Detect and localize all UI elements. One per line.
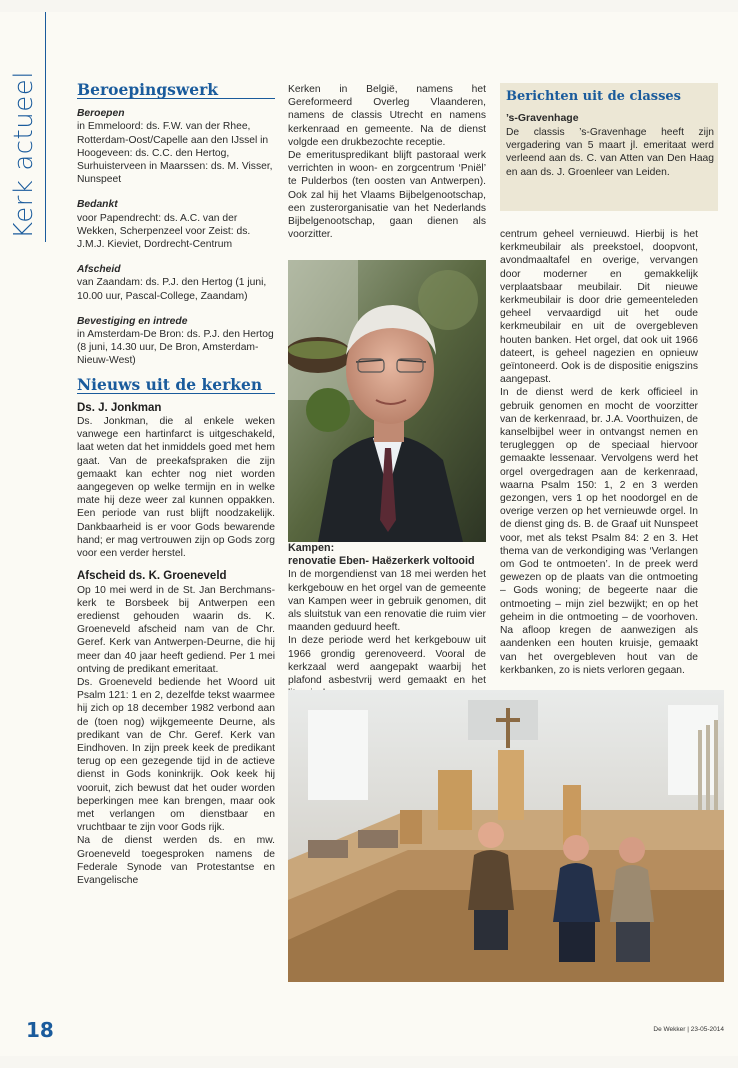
column-2-bottom xyxy=(288,542,486,700)
col2-paragraph-2: De emerituspredikant blijft pastoraal werk verrichten in woon- en zorgcentrum ‘Pniël’ te Pulderbos (ten oosten van Antwerpen). Ook zal hij het Vlaams Bijbelgenootschap, een zusterorganisatie van het Nederlands Bijbelgenootschap, gaan dienen als voorzitter. xyxy=(288,150,486,241)
church-interior-illustration xyxy=(288,690,724,982)
classes-box-title: Berichten uit de classes xyxy=(506,89,681,104)
groeneveld-paragraph-2: Ds. Groeneveld bediende het Woord uit Psalm 121: 1 en 2, dezelfde tekst waarmee hij zich op 18 december 1982 verbond aan de (toen nog) wijkgemeente Deurne, als predikant van de Chr. Geref. Kerk van Eindhoven. In zijn preek keek de predikant terug op een gezegende tijd in de actieve dienst in Gods koninkrijk. Ook keek hij vooruit, zich bewust dat het ouder worden beperkingen mee kan brengen, maar ook met verlangen om dienstbaar en vruchtbaar te zijn voor Gods rijk. xyxy=(77,676,275,834)
column-1 xyxy=(77,80,275,887)
classes-box-text: De classis ’s-Gravenhage heeft zijn vergadering van 5 maart jl. emeritaat werd verleend aan ds. C. van Atten van Den Haag en aan ds. J. Groenleer van Leiden. xyxy=(506,127,714,178)
afscheid-label: Afscheid xyxy=(77,264,121,276)
portrait-illustration xyxy=(288,260,486,542)
bevestiging-text: in Amsterdam-De Bron: ds. P.J. den Hertog (8 juni, 14.30 uur, De Bron, Amsterdam-Nieuw-West) xyxy=(77,329,274,367)
page-number: 18 xyxy=(26,1018,54,1042)
publication-footer: De Wekker | 23-05-2014 xyxy=(653,1026,724,1033)
col2-paragraph-1: Kerken in België, namens het Gereformeerd Overleg Vlaanderen, namens de classis Utrecht en namens kerkenraad en gemeente. Na de dienst volgde een drukbezochte receptie. xyxy=(288,84,486,148)
groeneveld-paragraph-1: Op 10 mei werd in de St. Jan Berchmans-kerk te Borsbeek bij Antwerpen een eredienst gehouden waarin ds. K. Groeneveld afscheid nam van de Chr. Geref. Kerk van Antwerpen-Deurne, die hij meer dan 40 jaar heeft gediend. Per 1 mei ontving de predikant emeritaat. xyxy=(77,584,275,675)
classes-box xyxy=(500,83,718,211)
section-divider-line xyxy=(45,12,46,242)
section-label xyxy=(4,70,44,240)
kampen-paragraph-1: In de morgendienst van 18 mei werden het kerkgebouw en het orgel van de gemeente van Kampen weer in gebruik genomen, dit als sluitstuk van een renovatie die ruim vier maanden geduurd heeft. xyxy=(288,569,486,634)
section-label-text: Kerk actueel xyxy=(9,71,39,239)
column-3 xyxy=(500,228,698,677)
kampen-heading-line2: renovatie Eben- Haëzerkerk voltooid xyxy=(288,555,475,568)
bedankt-label: Bedankt xyxy=(77,199,118,211)
jonkman-heading: Ds. J. Jonkman xyxy=(77,401,162,414)
col3-paragraph-2: In de dienst werd de kerk officieel in gebruik genomen en mocht de voorzitter van de kerkenraad, br. J.A. Voorthuizen, de kanselbijbel weer in ontvangst nemen en terugleggen op de speciaal hiervoor gemaakte lessenaar. Vervolgens werd het orgel overgedragen aan de kerkenraad, waarna Psalm 150: 1, 2 en 3 werden gezongen, vers 1 op het noodorgel en de overige verzen op het vernieuwde orgel. In de dienst ging ds. B. de Graaf uit Nunspeet voor, met als tekst Psalm 84: 2 en 3. Het thema van de verkondiging was ‘Verlangen om God te ontmoeten’. In de preek werd gewezen op de plaats van die ontmoeting – Gods woning; de begeerte naar die ontmoeting – mijn ziel bezwijkt; en op het geheim in die ontmoeting – de voorhoven. Na afloop kregen de aanwezigen als aandenken een houten kruisje, gemaakt van het overgebleven hout van de kerkbanken, zo is niets verloren gegaan. xyxy=(500,387,698,676)
groeneveld-heading: Afscheid ds. K. Groeneveld xyxy=(77,570,227,583)
jonkman-text: Ds. Jonkman, die al enkele weken vanwege een hartinfarct is uitgeschakeld, laat weten dat het inmiddels goed met hem gaat. Van de preekafspraken die zijn gemaakt kan echter nog niet worden aangegeven op welke termijn en in welke mate hij deze weer zal kunnen oppakken. Een periode van rust blijft noodzakelijk. Dankbaarheid is er voor Gods bewarende hand; er mag vertrouwen zijn op Gods zorg voor een verder herstel. xyxy=(77,416,275,560)
kampen-paragraph-2: In deze periode werd het kerkgebouw uit 1966 grondig gerenoveerd. Vooral de kerkzaal werd aangepakt waarbij het plafond asbestvrij werd gemaakt en het xyxy=(288,635,486,687)
nieuws-title: Nieuws uit de kerken xyxy=(77,378,275,394)
beroepingswerk-title: Beroepingswerk xyxy=(77,83,275,99)
beroepen-label: Beroepen xyxy=(77,108,125,120)
beroepen-text: in Emmeloord: ds. F.W. van der Rhee, Rotterdam-Oost/Capelle aan den IJssel in Hoogeveen: ds. C.C. den Hertog, Surhuisterveen in Maarssen: ds. M. Visser, Nunspeet xyxy=(77,121,273,186)
kampen-heading-line1: Kampen: xyxy=(288,542,335,554)
groeneveld-paragraph-3: Na de dienst werden ds. en mw. Groeneveld toegesproken namens de Federale Synode van Protestantse en Evangelische xyxy=(77,835,275,886)
classes-box-subtitle: ’s-Gravenhage xyxy=(506,112,579,124)
bedankt-text: voor Papendrecht: ds. A.C. van der Wekken, Scherpenzeel voor Zeist: ds. J.M.J. Kieviet, Dordrecht-Centrum xyxy=(77,212,251,251)
bevestiging-label: Bevestiging en intrede xyxy=(77,315,188,327)
afscheid-text: van Zaandam: ds. P.J. den Hertog (1 juni, 10.00 uur, Pascal-College, Zaandam) xyxy=(77,277,267,302)
col3-paragraph-1: centrum geheel vernieuwd. Hierbij is het kerkmeubilair als preekstoel, doopvont, avondmaaltafel en overige, vervangen door moderner en gemakkelijk verplaatsbaar meubilair. Dit nieuwe kerkmeubilair is door drie gemeenteleden geheel vervaardigd uit het oude kerkmeubilair en uit de overgebleven houten banken. Het orgel, dat ook uit 1966 dateert, is geheel nagezien en opnieuw geïntoneerd. Ook is de dispositie enigszins aangepast. xyxy=(500,229,698,386)
group-photo xyxy=(288,690,724,982)
column-2-top xyxy=(288,83,486,241)
portrait-photo xyxy=(288,260,486,542)
